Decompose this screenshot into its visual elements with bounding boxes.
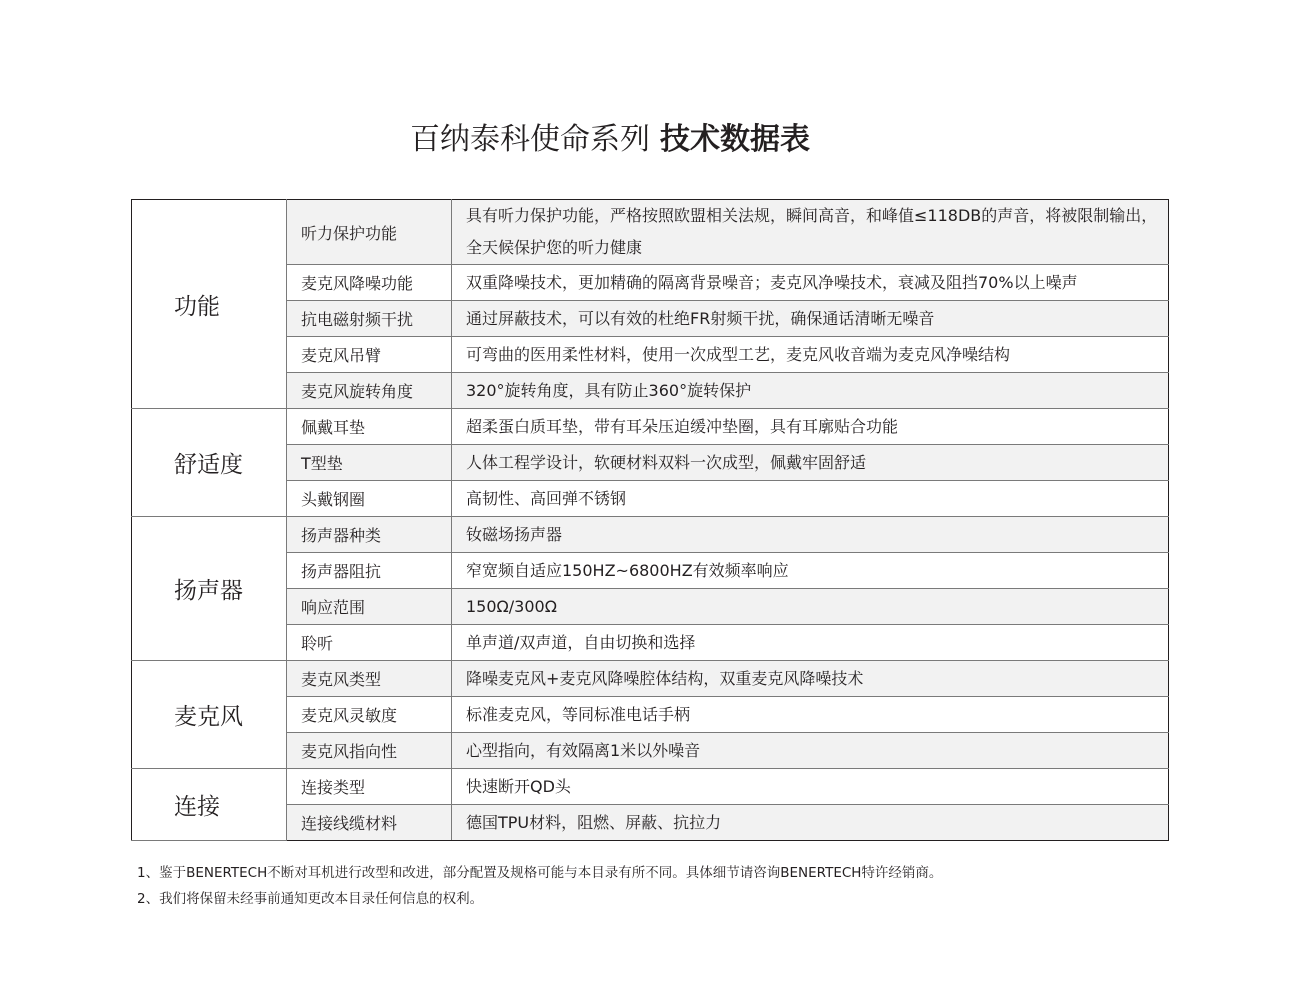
spec-desc: 降噪麦克风+麦克风降噪腔体结构，双重麦克风降噪技术 <box>452 661 1169 697</box>
spec-item: 扬声器种类 <box>287 517 452 553</box>
spec-desc: 通过屏蔽技术，可以有效的杜绝FR射频干扰，确保通话清晰无噪音 <box>452 301 1169 337</box>
spec-desc: 双重降噪技术，更加精确的隔离背景噪音；麦克风净噪技术，衰减及阻挡70%以上噪声 <box>452 265 1169 301</box>
footnotes <box>137 860 1197 912</box>
category-comfort: 舒适度 <box>132 409 287 517</box>
category-connection: 连接 <box>132 769 287 841</box>
table-row <box>132 769 1169 805</box>
table-row <box>132 200 1169 265</box>
spec-desc: 320°旋转角度，具有防止360°旋转保护 <box>452 373 1169 409</box>
spec-item: 连接类型 <box>287 769 452 805</box>
spec-item: 麦克风吊臂 <box>287 337 452 373</box>
spec-item: 麦克风类型 <box>287 661 452 697</box>
spec-item: 扬声器阻抗 <box>287 553 452 589</box>
spec-item: 头戴钢圈 <box>287 481 452 517</box>
table-row <box>132 445 1169 481</box>
spec-desc: 具有听力保护功能，严格按照欧盟相关法规，瞬间高音，和峰值≤118DB的声音，将被限制输出，全天候保护您的听力健康 <box>452 200 1169 265</box>
table-row <box>132 661 1169 697</box>
spec-desc: 高韧性、高回弹不锈钢 <box>452 481 1169 517</box>
spec-item: 听力保护功能 <box>287 200 452 265</box>
table-row <box>132 409 1169 445</box>
spec-desc: 单声道/双声道，自由切换和选择 <box>452 625 1169 661</box>
category-microphone: 麦克风 <box>132 661 287 769</box>
title-series: 百纳泰科使命系列 <box>410 122 650 157</box>
spec-table <box>131 199 1169 841</box>
spec-desc: 可弯曲的医用柔性材料，使用一次成型工艺，麦克风收音端为麦克风净噪结构 <box>452 337 1169 373</box>
title-bold: 技术数据表 <box>660 122 810 157</box>
category-function: 功能 <box>132 200 287 409</box>
table-row <box>132 265 1169 301</box>
spec-item: 麦克风灵敏度 <box>287 697 452 733</box>
table-row <box>132 337 1169 373</box>
table-row <box>132 589 1169 625</box>
table-row <box>132 481 1169 517</box>
table-row <box>132 805 1169 841</box>
spec-item: 麦克风指向性 <box>287 733 452 769</box>
footnote: 1、鉴于BENERTECH不断对耳机进行改型和改进，部分配置及规格可能与本目录有所不同。具体细节请咨询BENERTECH特许经销商。 <box>137 865 943 881</box>
spec-desc: 德国TPU材料，阻燃、屏蔽、抗拉力 <box>452 805 1169 841</box>
spec-desc: 人体工程学设计，软硬材料双料一次成型，佩戴牢固舒适 <box>452 445 1169 481</box>
spec-desc: 标准麦克风，等同标准电话手柄 <box>452 697 1169 733</box>
category-speaker: 扬声器 <box>132 517 287 661</box>
spec-desc: 心型指向，有效隔离1米以外噪音 <box>452 733 1169 769</box>
table-row <box>132 301 1169 337</box>
spec-item: 麦克风旋转角度 <box>287 373 452 409</box>
spec-desc: 超柔蛋白质耳垫，带有耳朵压迫缓冲垫圈，具有耳廓贴合功能 <box>452 409 1169 445</box>
spec-item: 响应范围 <box>287 589 452 625</box>
spec-desc: 快速断开QD头 <box>452 769 1169 805</box>
table-row <box>132 697 1169 733</box>
page-title <box>0 118 1220 162</box>
spec-item: 麦克风降噪功能 <box>287 265 452 301</box>
table-row <box>132 517 1169 553</box>
spec-item: 连接线缆材料 <box>287 805 452 841</box>
spec-desc: 窄宽频自适应150HZ~6800HZ有效频率响应 <box>452 553 1169 589</box>
spec-desc: 150Ω/300Ω <box>452 589 1169 625</box>
spec-item: T型垫 <box>287 445 452 481</box>
table-row <box>132 373 1169 409</box>
footnote: 2、我们将保留未经事前通知更改本目录任何信息的权利。 <box>137 891 484 907</box>
spec-item: 佩戴耳垫 <box>287 409 452 445</box>
table-row <box>132 733 1169 769</box>
table-row <box>132 625 1169 661</box>
spec-item: 聆听 <box>287 625 452 661</box>
spec-desc: 钕磁场扬声器 <box>452 517 1169 553</box>
spec-item: 抗电磁射频干扰 <box>287 301 452 337</box>
table-row <box>132 553 1169 589</box>
